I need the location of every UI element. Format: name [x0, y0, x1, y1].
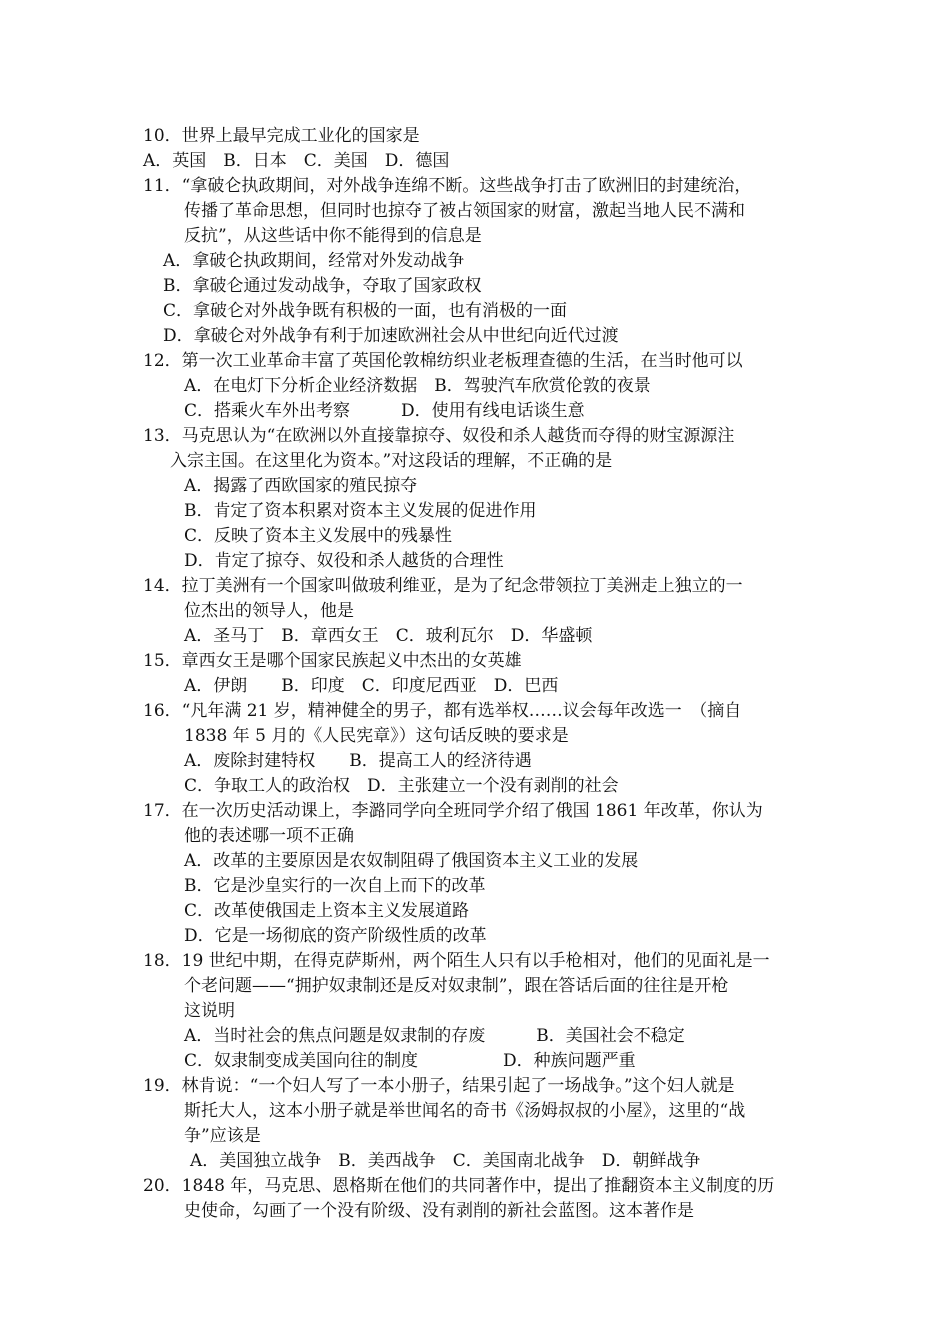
- question-14-stem-line-2: 位杰出的领导人，他是: [184, 601, 354, 621]
- question-13-option-c: C．反映了资本主义发展中的残暴性: [184, 526, 453, 546]
- question-15-options: A．伊朗 B．印度 C．印度尼西亚 D．巴西: [184, 676, 559, 696]
- question-12-options-line-2: C．搭乘火车外出考察 D．使用有线电话谈生意: [184, 401, 585, 421]
- question-16-stem-line-1: 16．“凡年满 21 岁，精神健全的男子，都有选举权……议会每年改选一 （摘自: [143, 701, 742, 721]
- question-12-stem: 12．第一次工业革命丰富了英国伦敦棉纺织业老板理查德的生活，在当时他可以: [143, 351, 743, 371]
- question-16-stem-line-2: 1838 年 5 月的《人民宪章》）这句话反映的要求是: [184, 726, 569, 746]
- question-13-stem-line-2: 入宗主国。在这里化为资本。”对这段话的理解，不正确的是: [170, 451, 613, 471]
- question-14-stem-line-1: 14．拉丁美洲有一个国家叫做玻利维亚，是为了纪念带领拉丁美洲走上独立的一: [143, 576, 743, 596]
- question-17-option-d: D．它是一场彻底的资产阶级性质的改革: [184, 926, 487, 946]
- question-13-option-a: A．揭露了西欧国家的殖民掠夺: [184, 476, 418, 496]
- question-17-stem-line-2: 他的表述哪一项不正确: [184, 826, 354, 846]
- question-19-stem-line-2: 斯托大人，这本小册子就是举世闻名的奇书《汤姆叔叔的小屋》，这里的“战: [184, 1101, 746, 1121]
- question-13-option-d: D．肯定了掠夺、奴役和杀人越货的合理性: [184, 551, 504, 571]
- question-10-stem: 10．世界上最早完成工业化的国家是: [143, 126, 420, 146]
- question-16-options-line-1: A．废除封建特权 B．提高工人的经济待遇: [184, 751, 532, 771]
- question-17-option-a: A．改革的主要原因是农奴制阻碍了俄国资本主义工业的发展: [184, 851, 639, 871]
- question-14-options: A．圣马丁 B．章西女王 C．玻利瓦尔 D．华盛顿: [184, 626, 593, 646]
- question-12-options-line-1: A．在电灯下分析企业经济数据 B．驾驶汽车欣赏伦敦的夜景: [184, 376, 651, 396]
- question-20-stem-line-1: 20．1848 年，马克思、恩格斯在他们的共同著作中，提出了推翻资本主义制度的历: [143, 1176, 775, 1196]
- question-19-options: A．美国独立战争 B．美西战争 C．美国南北战争 D．朝鲜战争: [190, 1151, 701, 1171]
- question-18-options-line-1: A．当时社会的焦点问题是奴隶制的存废 B．美国社会不稳定: [184, 1026, 685, 1046]
- question-11-stem-line-2: 传播了革命思想，但同时也掠夺了被占领国家的财富，激起当地人民不满和: [184, 201, 745, 221]
- question-11-option-b: B．拿破仑通过发动战争，夺取了国家政权: [163, 276, 482, 296]
- question-18-stem-line-2: 个老问题——“拥护奴隶制还是反对奴隶制”，跟在答话后面的往往是开枪: [184, 976, 729, 996]
- question-18-stem-line-1: 18．19 世纪中期，在得克萨斯州，两个陌生人只有以手枪相对，他们的见面礼是一: [143, 951, 770, 971]
- question-11-option-d: D．拿破仑对外战争有利于加速欧洲社会从中世纪向近代过渡: [163, 326, 619, 346]
- question-18-options-line-2: C．奴隶制变成美国向往的制度 D．种族问题严重: [184, 1051, 636, 1071]
- question-17-option-c: C．改革使俄国走上资本主义发展道路: [184, 901, 470, 921]
- question-13-option-b: B．肯定了资本积累对资本主义发展的促进作用: [184, 501, 537, 521]
- question-18-stem-line-3: 这说明: [184, 1001, 235, 1021]
- question-20-stem-line-2: 史使命，勾画了一个没有阶级、没有剥削的新社会蓝图。这本著作是: [184, 1201, 694, 1221]
- question-10-options: A．英国 B．日本 C．美国 D．德国: [143, 151, 450, 171]
- question-17-stem-line-1: 17．在一次历史活动课上，李潞同学向全班同学介绍了俄国 1861 年改革，你认为: [143, 801, 763, 821]
- question-19-stem-line-3: 争”应该是: [184, 1126, 261, 1146]
- question-11-option-c: C．拿破仑对外战争既有积极的一面，也有消极的一面: [163, 301, 568, 321]
- question-11-option-a: A．拿破仑执政期间，经常对外发动战争: [163, 251, 465, 271]
- question-16-options-line-2: C．争取工人的政治权 D．主张建立一个没有剥削的社会: [184, 776, 619, 796]
- question-15-stem: 15．章西女王是哪个国家民族起义中杰出的女英雄: [143, 651, 522, 671]
- question-11-stem-line-3: 反抗”，从这些话中你不能得到的信息是: [184, 226, 482, 246]
- question-19-stem-line-1: 19．林肯说：“一个妇人写了一本小册子，结果引起了一场战争。”这个妇人就是: [143, 1076, 735, 1096]
- question-17-option-b: B．它是沙皇实行的一次自上而下的改革: [184, 876, 486, 896]
- question-13-stem-line-1: 13．马克思认为“在欧洲以外直接靠掠夺、奴役和杀人越货而夺得的财宝源源注: [143, 426, 735, 446]
- question-11-stem-line-1: 11．“拿破仑执政期间，对外战争连绵不断。这些战争打击了欧洲旧的封建统治，: [143, 176, 752, 196]
